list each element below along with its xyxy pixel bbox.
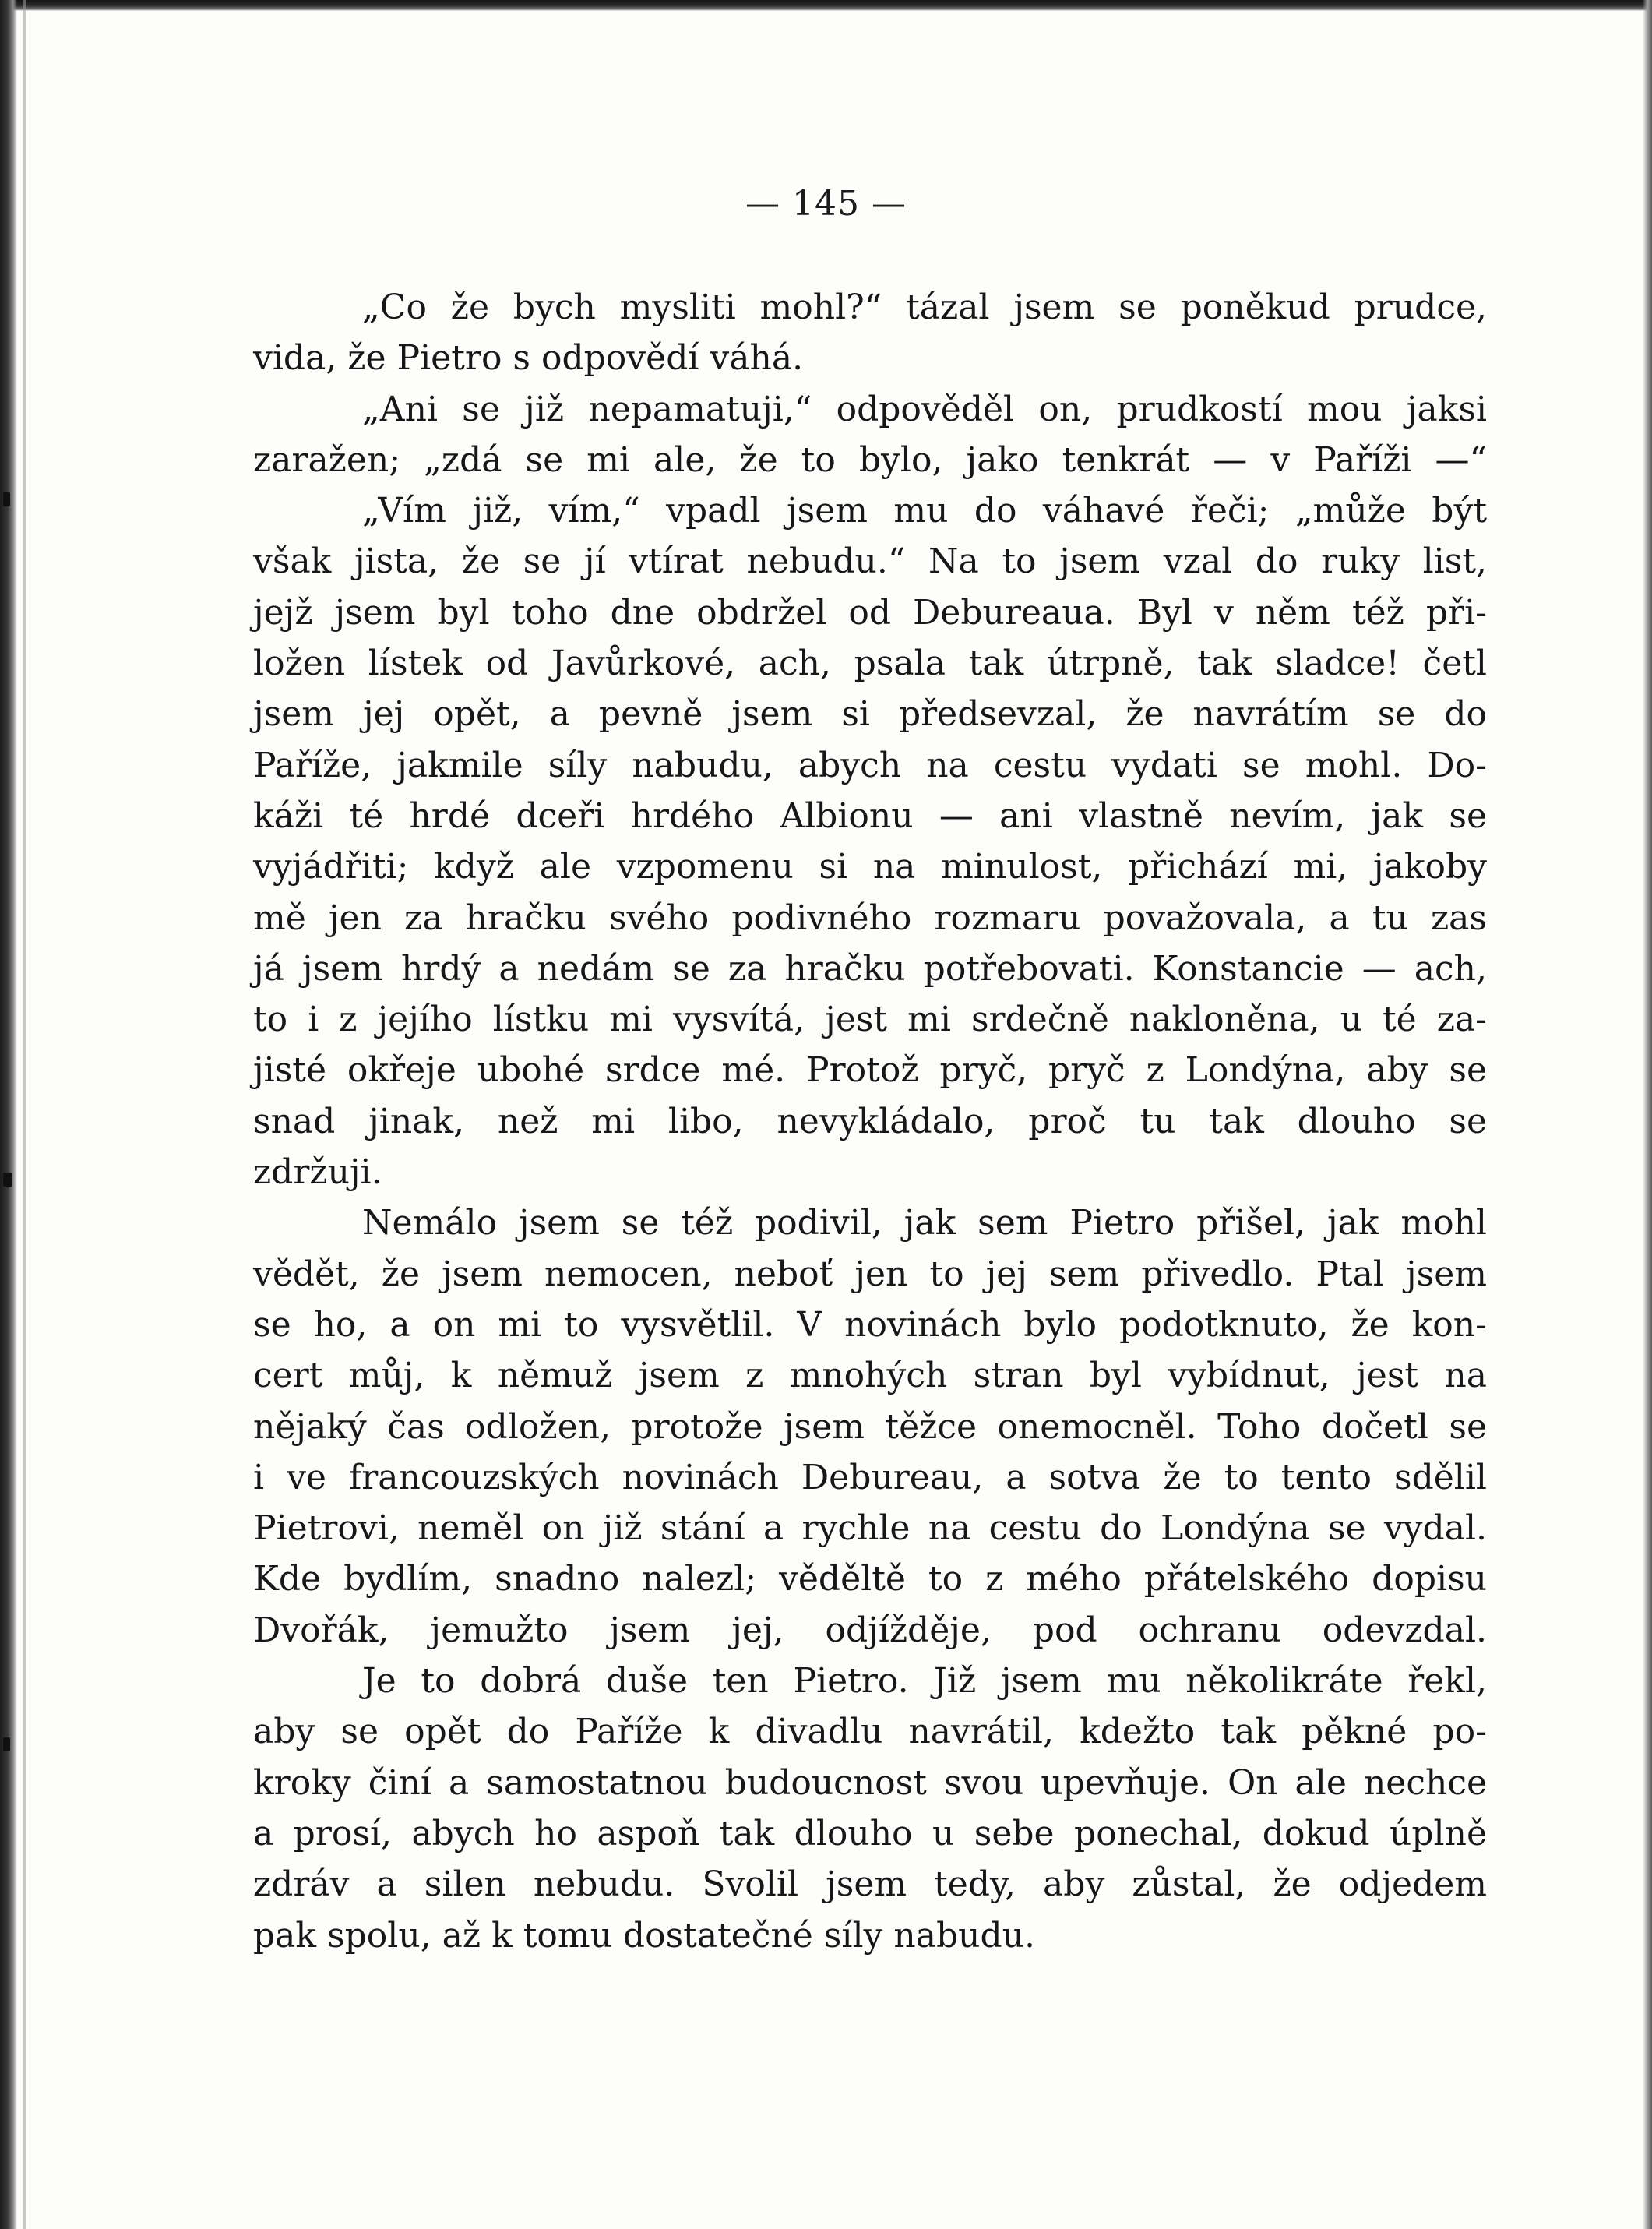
text-line: Paříže, jakmile síly nabudu, abych na cestu vydati se mohl. Do- bbox=[253, 745, 1487, 785]
text-line: mě jen za hračku svého podivného rozmaru považovala, a tu zas bbox=[253, 898, 1487, 938]
text-line: a prosí, abych ho aspoň tak dlouho u sebe ponechal, dokud úplně bbox=[253, 1813, 1487, 1853]
text-line: zdržuji. bbox=[253, 1152, 382, 1193]
text-line: to i z jejího lístku mi vysvítá, jest mi srdečně nakloněna, u té za- bbox=[253, 1000, 1487, 1040]
text-line: i ve francouzských novinách Debureau, a sotva že to tento sdělil bbox=[253, 1457, 1487, 1497]
text-line: cert můj, k němuž jsem z mnohých stran byl vybídnut, jest na bbox=[253, 1356, 1487, 1396]
text-line: káži té hrdé dceři hrdého Albionu — ani vlastně nevím, jak se bbox=[253, 795, 1487, 836]
text-line: vyjádřiti; když ale vzpomenu si na minulost, přichází mi, jakoby bbox=[253, 847, 1487, 887]
text-line: nějaký čas odložen, protože jsem těžce onemocněl. Toho dočetl se bbox=[253, 1406, 1487, 1447]
text-line: já jsem hrdý a nedám se za hračku potřebovati. Konstancie — ach, bbox=[253, 948, 1487, 989]
text-line: jisté okřeje ubohé srdce mé. Protož pryč, pryč z Londýna, aby se bbox=[253, 1050, 1487, 1091]
text-line: Je to dobrá duše ten Pietro. Již jsem mu několikráte řekl, bbox=[362, 1661, 1487, 1702]
text-line: vida, že Pietro s odpovědí váhá. bbox=[253, 338, 804, 379]
body-text bbox=[253, 282, 1487, 1961]
text-line: jejž jsem byl toho dne obdržel od Debureaua. Byl v něm též při- bbox=[253, 592, 1487, 633]
paragraph bbox=[253, 1656, 1487, 1961]
text-line: vědět, že jsem nemocen, neboť jen to jej sem přivedlo. Ptal jsem bbox=[253, 1254, 1487, 1294]
paragraph bbox=[253, 485, 1487, 1197]
paragraph bbox=[253, 384, 1487, 486]
margin-mark bbox=[3, 1173, 12, 1187]
paragraph bbox=[253, 282, 1487, 384]
scan-left-edge bbox=[0, 0, 17, 2229]
text-line: Nemálo jsem se též podivil, jak sem Pietro přišel, jak mohl bbox=[362, 1203, 1487, 1243]
text-line: ložen lístek od Javůrkové, ach, psala tak útrpně, tak sladce! četl bbox=[253, 644, 1487, 684]
scan-gutter-line bbox=[23, 0, 26, 2229]
text-line: „Ani se již nepamatuji,“ odpověděl on, prudkostí mou jaksi bbox=[362, 389, 1487, 429]
text-line: zaražen; „zdá se mi ale, že to bylo, jako tenkrát — v Paříži —“ bbox=[253, 439, 1487, 480]
text-line: zdráv a silen nebudu. Svolil jsem tedy, aby zůstal, že odjedem bbox=[253, 1864, 1487, 1905]
scan-right-edge bbox=[1643, 0, 1652, 2229]
text-line: Kde bydlím, snadno nalezl; věděltě to z mého přátelského dopisu bbox=[253, 1559, 1487, 1599]
text-line: však jista, že se jí vtírat nebudu.“ Na to jsem vzal do ruky list, bbox=[253, 541, 1487, 582]
text-line: snad jinak, než mi libo, nevykládalo, proč tu tak dlouho se bbox=[253, 1101, 1487, 1141]
scan-top-edge bbox=[0, 0, 1652, 11]
text-line: jsem jej opět, a pevně jsem si předsevzal, že navrátím se do bbox=[253, 694, 1487, 735]
page-number: — 145 — bbox=[745, 184, 907, 224]
text-line: kroky činí a samostatnou budoucnost svou upevňuje. On ale nechce bbox=[253, 1762, 1487, 1803]
margin-mark bbox=[3, 1737, 10, 1751]
text-line: „Co že bych mysliti mohl?“ tázal jsem se poněkud prudce, bbox=[362, 287, 1487, 327]
text-line: aby se opět do Paříže k divadlu navrátil, kdežto tak pěkné po- bbox=[253, 1712, 1487, 1752]
paragraph bbox=[253, 1197, 1487, 1656]
text-line: pak spolu, až k tomu dostatečné síly nabudu. bbox=[253, 1915, 1035, 1956]
text-line: se ho, a on mi to vysvětlil. V novinách bylo podotknuto, že kon- bbox=[253, 1304, 1487, 1345]
text-line: Pietrovi, neměl on již stání a rychle na cestu do Londýna se vydal. bbox=[253, 1508, 1487, 1549]
margin-mark bbox=[3, 492, 10, 506]
text-line: „Vím již, vím,“ vpadl jsem mu do váhavé řeči; „může být bbox=[362, 491, 1487, 531]
text-line: Dvořák, jemužto jsem jej, odjížděje, pod ochranu odevzdal. bbox=[253, 1610, 1487, 1650]
